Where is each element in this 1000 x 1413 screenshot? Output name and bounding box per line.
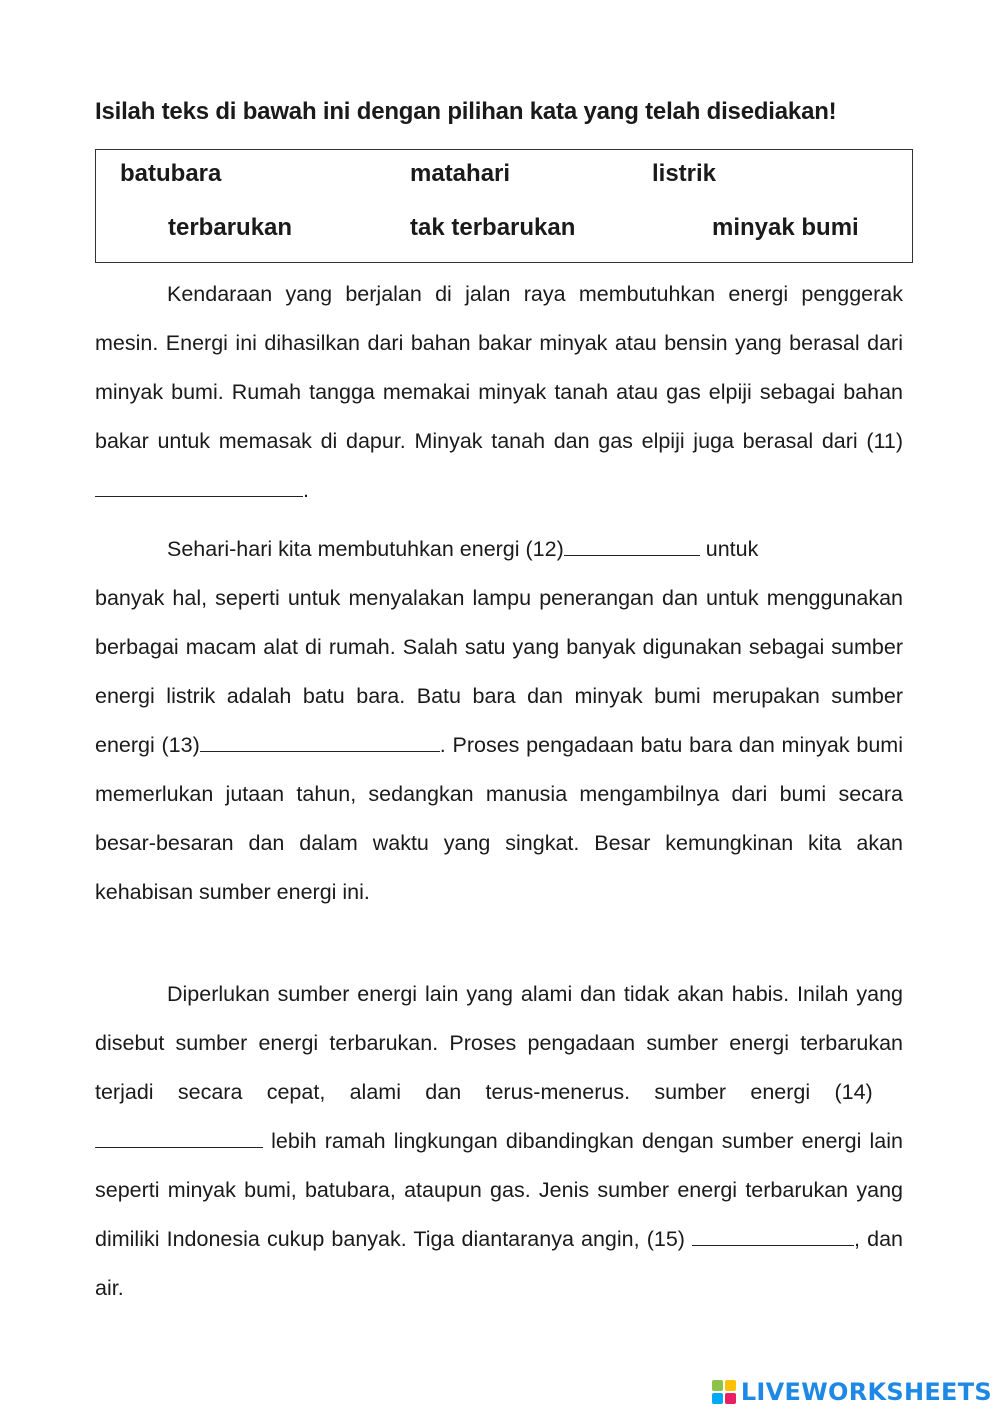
paragraph-text: lebih ramah lingkungan dibandingkan dengan sumber energi lain seperti minyak bumi, batubara, ataupun gas. Jenis sumber energi terbarukan yang dimiliki Indonesia cukup banyak. Tiga diantaranya angin, (15): [95, 1129, 903, 1251]
word-bank-item: matahari: [410, 160, 511, 187]
instruction-title: Isilah teks di bawah ini dengan pilihan kata yang telah disediakan!: [95, 98, 837, 125]
word-bank-item: tak terbarukan: [410, 214, 576, 241]
paragraph-2: [95, 525, 903, 917]
brand-watermark: [711, 1377, 992, 1407]
answer-blank-14[interactable]: [95, 1132, 263, 1148]
paragraph-text: .: [303, 478, 309, 502]
word-bank-item: terbarukan: [168, 214, 293, 241]
brand-name: LIVEWORKSHEETS: [740, 1378, 992, 1406]
paragraph-text: Sehari-hari kita membutuhkan energi (12): [167, 537, 564, 561]
word-bank-item: batubara: [120, 160, 222, 187]
word-bank: [95, 149, 913, 263]
paragraph-1: [95, 270, 903, 515]
paragraph-text: Kendaraan yang berjalan di jalan raya membutuhkan energi penggerak mesin. Energi ini dihasilkan dari bahan bakar minyak atau bensin yang berasal dari minyak bumi. Rumah tangga memakai minyak tanah atau gas elpiji sebagai bahan bakar untuk memasak di dapur. Minyak tanah dan gas elpiji juga berasal dari (11): [95, 282, 903, 453]
liveworksheets-logo-icon: [711, 1379, 737, 1405]
paragraph-text: Diperlukan sumber energi lain yang alami dan tidak akan habis. Inilah yang disebut sumber energi terbarukan. Proses pengadaan sumber energi terbarukan terjadi secara cepat, alami dan terus-menerus. sumber energi (14): [95, 982, 903, 1104]
answer-blank-13[interactable]: [200, 736, 440, 752]
word-bank-item: listrik: [652, 160, 717, 187]
paragraph-text: . Proses pengadaan batu bara dan minyak bumi memerlukan jutaan tahun, sedangkan manusia mengambilnya dari bumi secara besar-besaran dan dalam waktu yang singkat. Besar kemungkinan kita akan kehabisan sumber energi ini.: [95, 733, 903, 904]
paragraph-text: banyak hal, seperti untuk menyalakan lampu penerangan dan untuk menggunakan berbagai macam alat di rumah. Salah satu yang banyak digunakan sebagai sumber energi listrik adalah batu bara. Batu bara dan minyak bumi merupakan sumber energi (13): [95, 586, 903, 757]
answer-blank-11[interactable]: [95, 481, 303, 497]
word-bank-item: minyak bumi: [712, 214, 859, 241]
paragraph-text: untuk: [705, 537, 759, 561]
answer-blank-15[interactable]: [692, 1230, 854, 1246]
paragraph-3: [95, 970, 903, 1313]
answer-blank-12[interactable]: [564, 540, 700, 556]
paragraph-text: , dan air.: [95, 1227, 903, 1300]
